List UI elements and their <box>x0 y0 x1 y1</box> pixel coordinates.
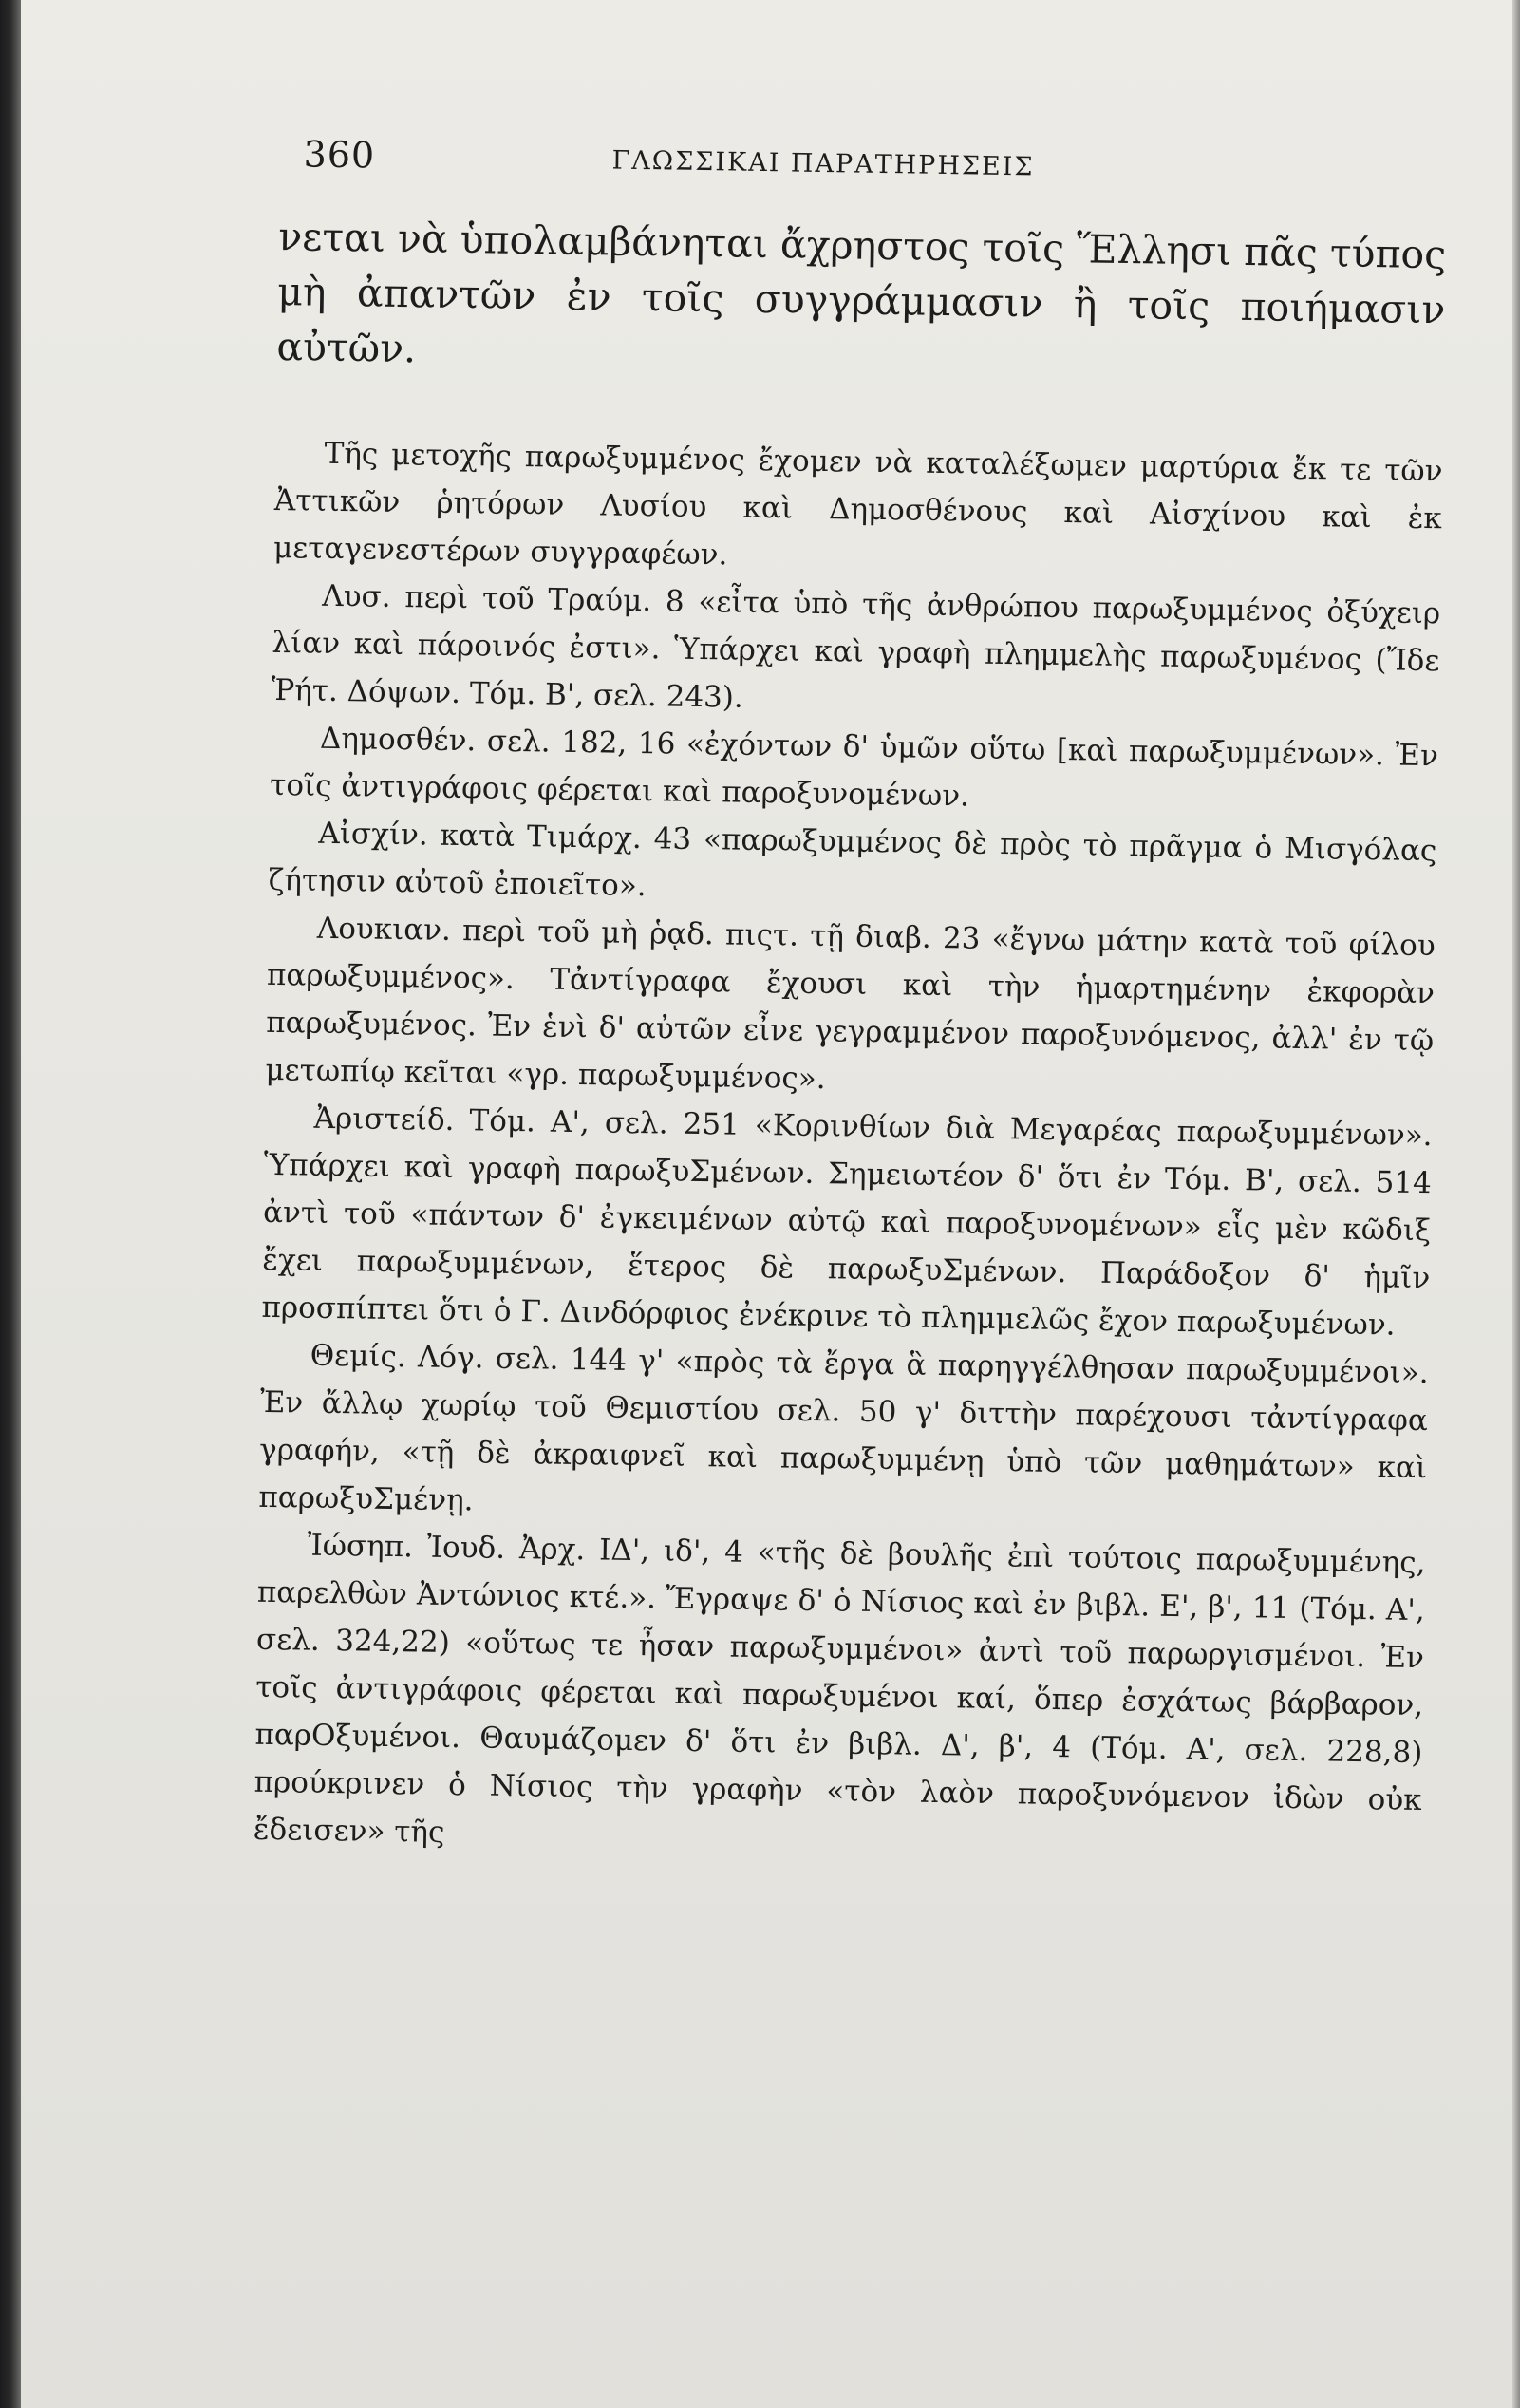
scan-left-edge <box>0 0 21 2408</box>
running-title: ΓΛΩΣΣΙΚΑΙ ΠΑΡΑΤΗΡΗΣΕΙΣ <box>611 145 1035 182</box>
paragraph-7: Ἀριστείδ. Τόμ. Α', σελ. 251 «Κορινθίων διὰ Μεγαρέας παρωξυμμένων». Ὑπάρχει καὶ γραφὴ παρωξυΣμένων. Σημειωτέον δ' ὅτι ἐν Τόμ. Β', σελ. 514 ἀντὶ τοῦ «πάντων δ' ἐγκειμένων αὐτῷ καὶ παροξυνομένων» εἷς μὲν κῶδιξ ἔχει παρωξυμμένων, ἕτερος δὲ παρωξυΣμένων. Παράδοξον δ' ἡμῖν προσπίπτει ὅτι ὁ Γ. Δινδόρφιος ἐνέκρινε τὸ πλημμελῶς ἔχον παρωξυμένων. <box>261 1101 1433 1343</box>
paragraph-1: νεται νὰ ὑπολαμβάνηται ἄχρηστος τοῖς Ἕλλησι πᾶς τύπος μὴ ἀπαντῶν ἐν τοῖς συγγράμμασιν ἢ τοῖς ποιήμασιν αὐτῶν. <box>276 213 1447 372</box>
page-content <box>253 133 1448 1872</box>
page-number: 360 <box>303 133 376 177</box>
paragraph-8: Θεμίς. Λόγ. σελ. 144 γ' «πρὸς τὰ ἔργα ἃ παρηγγέλθησαν παρωξυμμένοι». Ἐν ἄλλῳ χωρίῳ τοῦ Θεμιστίου σελ. 50 γ' διττὴν παρέχουσι τἀντίγραφα γραφήν, «τῇ δὲ ἀκραιφνεῖ καὶ παρωξυμμένῃ ὑπὸ τῶν μαθημάτων» καὶ παρωξυΣμένῃ. <box>258 1338 1429 1518</box>
paragraph-5: Αἰσχίν. κατὰ Τιμάρχ. 43 «παρωξυμμένος δὲ πρὸς τὸ πρᾶγμα ὁ Μισγόλας ζήτησιν αὐτοῦ ἐποιεῖτο». <box>268 816 1437 904</box>
body-text <box>253 209 1447 1872</box>
paragraph-2: Τῆς μετοχῆς παρωξυμμένος ἔχομεν νὰ καταλέξωμεν μαρτύρια ἔκ τε τῶν Ἀττικῶν ῥητόρων Λυσίου καὶ Δημοσθένους καὶ Αἰσχίνου καὶ ἐκ μεταγενεστέρων συγγραφέων. <box>272 436 1443 573</box>
paragraph-4: Δημοσθέν. σελ. 182, 16 «ἐχόντων δ' ὑμῶν οὕτω [καὶ παρωξυμμένων». Ἐν τοῖς ἀντιγράφοις φέρεται καὶ παροξυνομένων. <box>269 721 1439 814</box>
scan-right-edge <box>1512 0 1520 2408</box>
paragraph-6: Λουκιαν. περὶ τοῦ μὴ ῥᾳδ. πιςτ. τῇ διαβ. 23 «ἔγνω μάτην κατὰ τοῦ φίλου παρωξυμμένος». Τἀντίγραφα ἔχουσι καὶ τὴν ἡμαρτημένην ἐκφορὰν παρωξυμένος. Ἐν ἑνὶ δ' αὐτῶν εἶνε γεγραμμένον παροξυνόμενος, ἀλλ' ἐν τῷ μετωπίῳ κεῖται «γρ. παρωξυμμένος». <box>265 911 1436 1097</box>
paragraph-9: Ἰώσηπ. Ἰουδ. Ἀρχ. ΙΔ', ιδ', 4 «τῆς δὲ βουλῆς ἐπὶ τούτοις παρωξυμμένης, παρελθὼν Ἀντώνιος κτέ.». Ἔγραψε δ' ὁ Νίσιος καὶ ἐν βιβλ. Ε', β', 11 (Τόμ. Α', σελ. 324,22) «οὕτως τε ἦσαν παρωξυμμένοι» ἀντὶ τοῦ παρωργισμένοι. Ἐν τοῖς ἀντιγράφοις φέρεται καὶ παρωξυμένοι καί, ὅπερ ἐσχάτως βάρβαρον, παρΟξυμένοι. Θαυμάζομεν δ' ὅτι ἐν βιβλ. Δ', β', 4 (Τόμ. Α', σελ. 228,8) προύκρινεν ὁ Νίσιος τὴν γραφὴν «τὸν λαὸν παροξυνόμενον ἰδὼν οὐκ ἔδεισεν» τῆς <box>253 1528 1426 1850</box>
paragraph-3: Λυσ. περὶ τοῦ Τραύμ. 8 «εἶτα ὑπὸ τῆς ἀνθρώπου παρωξυμμένος ὀξύχειρ λίαν καὶ πάροινός ἐστι». Ὑπάρχει καὶ γραφὴ πλημμελὴς παρωξυμένος (Ἴδε Ῥήτ. Δόψων. Τόμ. Β', σελ. 243). <box>271 578 1441 715</box>
